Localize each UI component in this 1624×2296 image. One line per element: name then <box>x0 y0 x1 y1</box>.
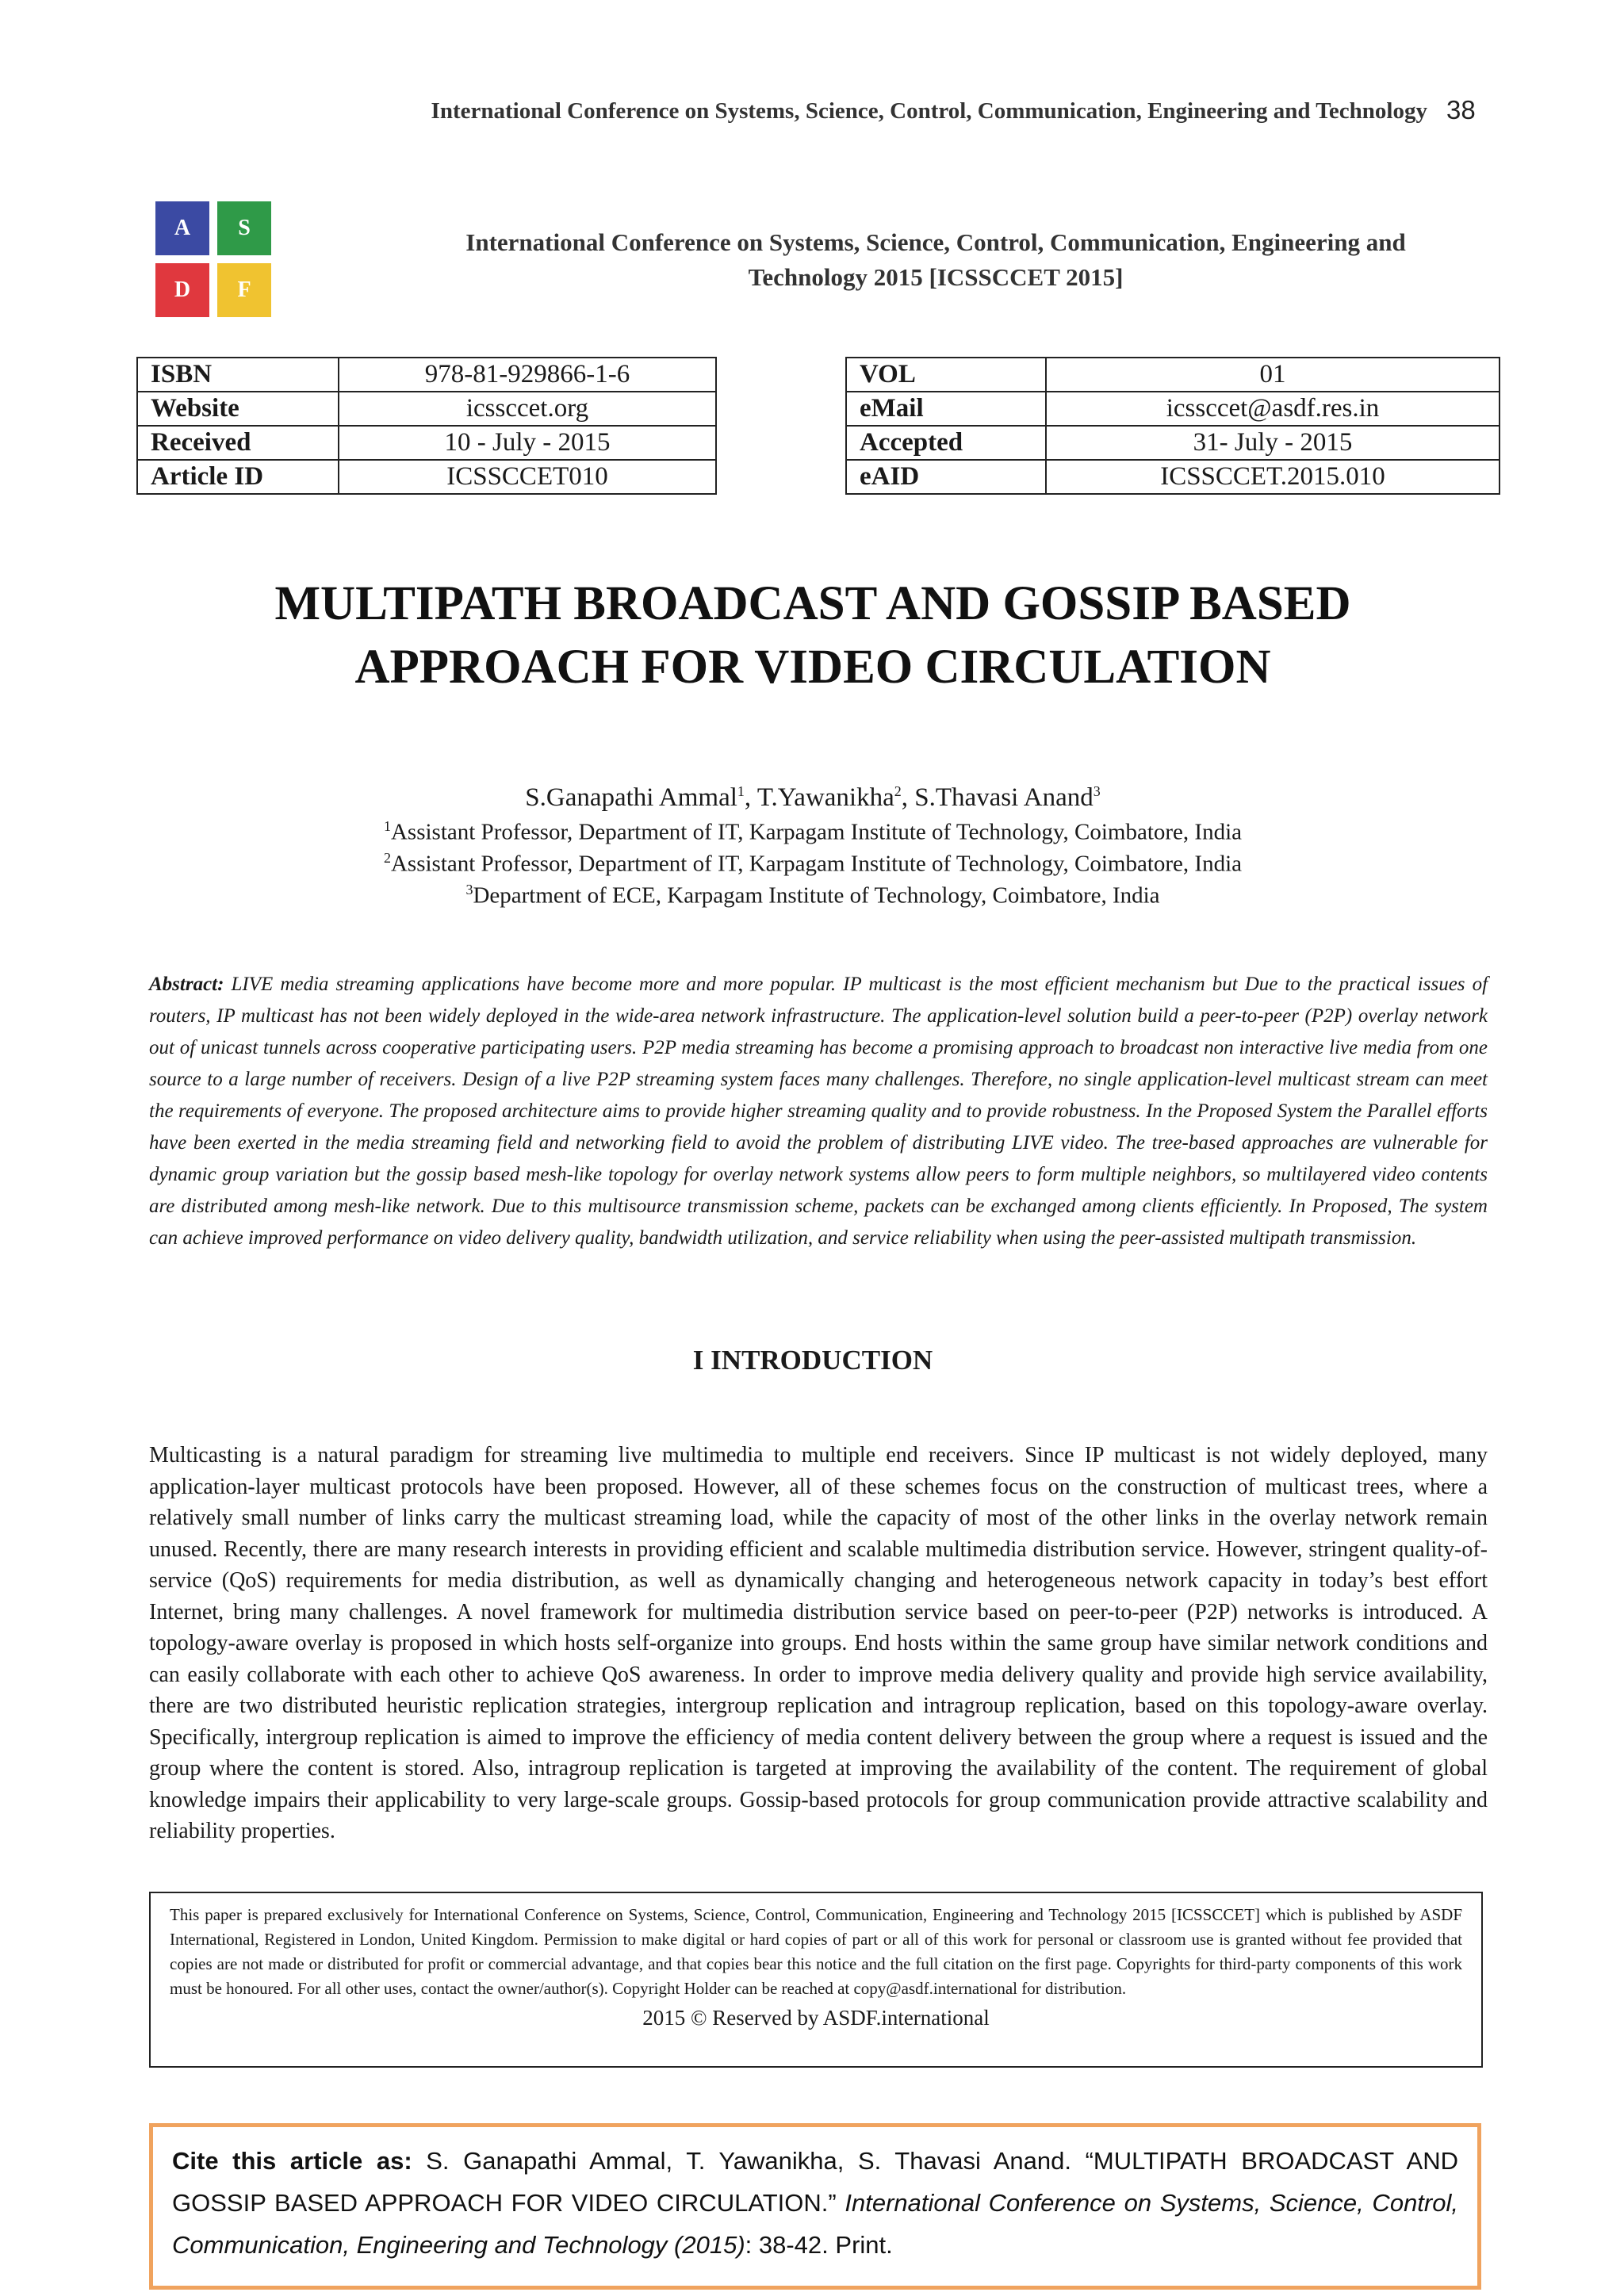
metadata-row <box>846 426 1500 460</box>
introduction-paragraph: Multicasting is a natural paradigm for streaming live multimedia to multiple end receivers. Since IP multicast is not widely deployed, many application-layer multicast protocols have been proposed. However, all of these schemes focus on the construction of multicast trees, where a relatively small number of links carry the multicast streaming load, while the capacity of most of the other links in the overlay network remain unused. Recently, there are many research interests in providing efficient and scalable multimedia distribution service. However, stringent quality-of-service (QoS) requirements for media distribution, as well as dynamically changing and heterogeneous network capacity in today’s best effort Internet, bring many challenges. A novel framework for multimedia distribution service based on peer-to-peer (P2P) networks is introduced. A topology-aware overlay is proposed in which hosts self-organize into groups. End hosts within the same group have similar network conditions and can easily collaborate with each other to achieve QoS awareness. In order to improve media delivery quality and provide high service availability, there are two distributed heuristic replication strategies, intergroup replication and intragroup replication, based on this topology-aware overlay. Specifically, intergroup replication is aimed to improve the efficiency of media content delivery between the group where a request is issued and the group where the content is stored. Also, intragroup replication is targeted at improving the availability of the content. The requirement of global knowledge impairs their applicability to very large-scale groups. Gossip-based protocols for group communication provide attractive scalability and reliability properties. <box>149 1443 1488 1843</box>
metadata-key: eMail <box>846 392 1046 426</box>
conference-title-line-2: Technology 2015 [ICSSCCET 2015] <box>748 263 1124 291</box>
logo-tile-s: S <box>217 201 271 255</box>
metadata-value: 31- July - 2015 <box>1046 426 1500 460</box>
metadata-key: Website <box>137 392 339 426</box>
metadata-row <box>846 392 1500 426</box>
author-name: S.Thavasi Anand <box>914 783 1094 812</box>
conference-title-line-1: International Conference on Systems, Science, Control, Communication, Engineering and <box>465 228 1406 256</box>
metadata-key: ISBN <box>137 358 339 392</box>
paper-title <box>159 572 1467 699</box>
metadata-value: icssccet.org <box>339 392 716 426</box>
affiliation-text: Department of ECE, Karpagam Institute of Technology, Coimbatore, India <box>473 882 1160 909</box>
author-separator: , <box>901 783 915 812</box>
asdf-logo <box>155 201 274 320</box>
metadata-value: ICSSCCET.2015.010 <box>1046 460 1500 494</box>
logo-tile-a: A <box>155 201 209 255</box>
metadata-row <box>137 392 716 426</box>
affiliation-text: Assistant Professor, Department of IT, Karpagam Institute of Technology, Coimbatore, India <box>390 851 1243 877</box>
metadata-row <box>846 358 1500 392</box>
author-affiliation-marker: 2 <box>894 783 902 799</box>
abstract-text: LIVE media streaming applications have become more and more popular. IP multicast is the most efficient mechanism but Due to the practical issues of routers, IP multicast has not been widely deployed in the wide-area network infrastructure. The application-level solution build a peer-to-peer (P2P) overlay network out of unicast tunnels across cooperative participating users. P2P media streaming has become a promising approach to broadcast non interactive live media from one source to a large number of receivers. Design of a live P2P streaming system faces many challenges. Therefore, no single application-level multicast stream can meet the requirements of everyone. The proposed architecture aims to provide higher streaming quality and to provide robustness. In the Proposed System the Parallel efforts have been exerted in the media streaming field and networking field to avoid the problem of distributing LIVE video. The tree-based approaches are vulnerable for dynamic group variation but the gossip based mesh-like topology for overlay network systems allow peers to form multiple neighbors, so multilayered video contents are distributed among mesh-like network. Due to this multisource transmission scheme, packets can be exchanged among clients efficiently. In Proposed, The system can achieve improved performance on video delivery quality, bandwidth utilization, and service reliability when using the peer-assisted multipath transmission. <box>149 974 1488 1249</box>
citation-pages: : 38-42. Print. <box>745 2231 893 2259</box>
metadata-row <box>137 460 716 494</box>
metadata-table-left <box>136 357 717 495</box>
author-name: S.Ganapathi Ammal <box>525 783 737 812</box>
citation-authors: S. Ganapathi Ammal, T. Yawanikha, S. Thavasi Anand. “MULTIPATH BROADCAST AND GOSSIP BASED APPROACH FOR VIDEO CIRCULATION.” <box>172 2147 1458 2217</box>
metadata-key: Received <box>137 426 339 460</box>
affiliation-marker: 1 <box>383 818 391 834</box>
metadata-key: VOL <box>846 358 1046 392</box>
citation-box <box>149 2123 1481 2290</box>
abstract <box>149 969 1488 1254</box>
author-affiliation-marker: 1 <box>737 783 745 799</box>
metadata-value: icssccet@asdf.res.in <box>1046 392 1500 426</box>
author-affiliation-marker: 3 <box>1093 783 1101 799</box>
metadata-value: 10 - July - 2015 <box>339 426 716 460</box>
metadata-row <box>137 426 716 460</box>
copyright-box <box>149 1892 1483 2068</box>
copyright-reserved: 2015 © Reserved by ASDF.international <box>642 2006 990 2030</box>
page-number: 38 <box>1446 95 1476 124</box>
affiliation-marker: 2 <box>383 850 391 866</box>
conference-title <box>373 225 1499 295</box>
citation-venue: International Conference on Systems, Science, Control, Communication, Engineering and Technology (2015) <box>172 2189 1458 2259</box>
logo-tile-f: F <box>217 263 271 317</box>
metadata-row <box>137 358 716 392</box>
affiliation-marker: 3 <box>465 882 473 897</box>
metadata-key: Article ID <box>137 460 339 494</box>
author-separator: , <box>744 783 757 812</box>
metadata-value: 978-81-929866-1-6 <box>339 358 716 392</box>
metadata-row <box>846 460 1500 494</box>
section-heading-introduction: I INTRODUCTION <box>692 1345 933 1376</box>
paper-title-line-2: APPROACH FOR VIDEO CIRCULATION <box>354 641 1271 694</box>
running-header: International Conference on Systems, Science, Control, Communication, Engineering and Technology <box>431 98 1427 124</box>
citation-label: Cite this article as: <box>172 2147 412 2175</box>
author-name: T.Yawanikha <box>756 783 894 812</box>
metadata-key: Accepted <box>846 426 1046 460</box>
metadata-value: ICSSCCET010 <box>339 460 716 494</box>
affiliation-3 <box>159 874 1467 912</box>
metadata-key: eAID <box>846 460 1046 494</box>
copyright-notice: This paper is prepared exclusively for International Conference on Systems, Science, Control, Communication, Engineering and Technology 2015 [ICSSCCET] which is published by ASDF International, Registered in London, United Kingdom. Permission to make digital or hard copies of part or all of this work for personal or classroom use is granted without fee provided that copies are not made or distributed for profit or commercial advantage, and that copies bear this notice and the full citation on the first page. Copyrights for third-party components of this work must be honoured. For all other uses, contact the owner/author(s). Copyright Holder can be reached at copy@asdf.international for distribution. <box>170 1905 1462 1998</box>
author-list <box>159 775 1467 813</box>
logo-tile-d: D <box>155 263 209 317</box>
paper-title-line-1: MULTIPATH BROADCAST AND GOSSIP BASED <box>274 577 1351 630</box>
metadata-value: 01 <box>1046 358 1500 392</box>
metadata-table-right <box>845 357 1500 495</box>
abstract-label: Abstract: <box>149 974 224 995</box>
affiliation-text: Assistant Professor, Department of IT, Karpagam Institute of Technology, Coimbatore, India <box>390 819 1243 845</box>
